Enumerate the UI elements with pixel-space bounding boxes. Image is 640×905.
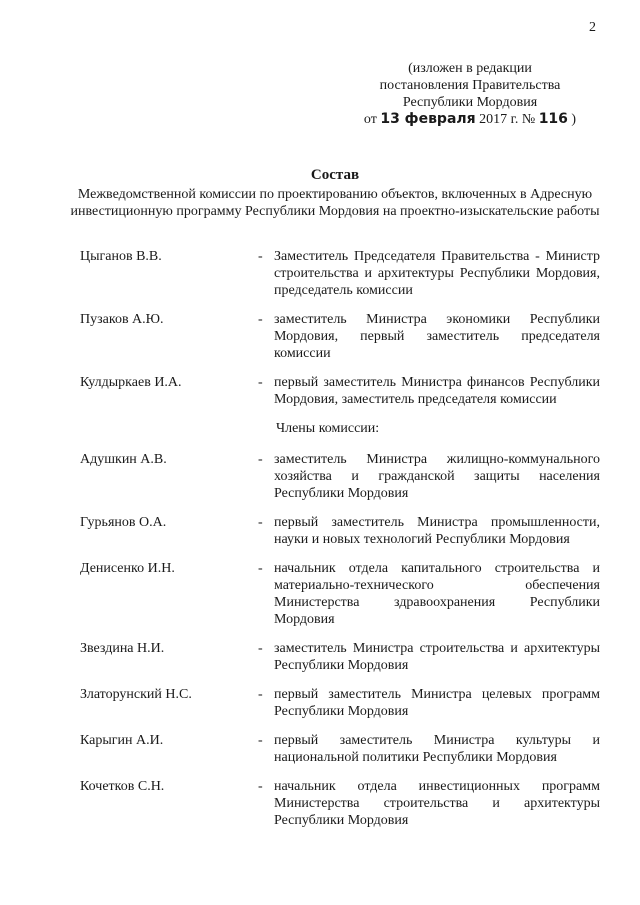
person-name: Цыганов В.В. (80, 249, 162, 264)
person-role: первый заместитель Министра финансов Республики Мордовия, заместитель председателя комиссии (274, 375, 600, 407)
roster-row (80, 311, 600, 362)
header-note-date-line (340, 111, 600, 128)
roster-row (80, 514, 600, 548)
roster-row (80, 732, 600, 766)
header-note-line: (изложен в редакции (408, 61, 532, 76)
person-name: Кочетков С.Н. (80, 779, 165, 794)
separator-dash: - (258, 687, 263, 702)
separator-dash: - (258, 779, 263, 794)
person-role: заместитель Министра жилищно-коммунального хозяйства и гражданской защиты населения Республики Мордовия (274, 452, 600, 501)
members-header: Члены комиссии: (276, 421, 380, 436)
closing-paren: ) (571, 112, 577, 127)
person-name: Адушкин А.В. (80, 452, 167, 467)
person-role: начальник отдела капитального строительства и материально-технического обеспечения Министерства здравоохранения Республики Мордовия (274, 561, 600, 627)
person-name: Златорунский Н.С. (80, 687, 192, 702)
separator-dash: - (258, 733, 263, 748)
roster-row (80, 686, 600, 720)
separator-dash: - (258, 312, 263, 327)
header-note-line: постановления Правительства (379, 78, 561, 93)
roster-row (80, 560, 600, 628)
title-block (70, 167, 600, 220)
person-name: Звездина Н.И. (80, 641, 165, 656)
leadership-list (80, 248, 600, 408)
separator-dash: - (258, 641, 263, 656)
roster-row (80, 374, 600, 408)
date-prefix: от (363, 112, 377, 127)
doc-number: 116 (538, 111, 568, 127)
roster-row (80, 451, 600, 502)
person-role: первый заместитель Министра культуры и национальной политики Республики Мордовия (274, 733, 600, 765)
separator-dash: - (258, 561, 263, 576)
person-role: заместитель Министра экономики Республики Мордовия, первый заместитель председателя комиссии (274, 312, 600, 361)
person-name: Денисенко И.Н. (80, 561, 175, 576)
separator-dash: - (258, 249, 263, 264)
person-role: первый заместитель Министра целевых программ Республики Мордовия (274, 687, 600, 719)
person-name: Кулдыркаев И.А. (80, 375, 182, 390)
document-title: Состав (310, 167, 360, 183)
date-value: 13 февраля (380, 111, 476, 127)
separator-dash: - (258, 375, 263, 390)
person-role: первый заместитель Министра промышленности, науки и новых технологий Республики Мордовия (274, 515, 600, 547)
person-role: заместитель Министра строительства и архитектуры Республики Мордовия (274, 641, 600, 673)
separator-dash: - (258, 515, 263, 530)
person-role: начальник отдела инвестиционных программ Министерства строительства и архитектуры Республики Мордовия (274, 779, 600, 828)
person-name: Пузаков А.Ю. (80, 312, 164, 327)
separator-dash: - (258, 452, 263, 467)
roster-row (80, 640, 600, 674)
page-number: 2 (589, 20, 596, 35)
members-list (80, 451, 600, 829)
roster (80, 248, 600, 841)
header-note (340, 60, 600, 128)
roster-row (80, 248, 600, 299)
document-subtitle: Межведомственной комиссии по проектированию объектов, включенных в Адресную инвестиционную программу Республики Мордовия на проектно-изыскательские работы (70, 187, 600, 219)
person-name: Гурьянов О.А. (80, 515, 167, 530)
person-role: Заместитель Председателя Правительства - Министр строительства и архитектуры Республики Мордовия, председатель комиссии (274, 249, 600, 298)
roster-row (80, 778, 600, 829)
header-note-line: Республики Мордовия (402, 95, 538, 110)
year-label: 2017 г. № (479, 112, 536, 127)
person-name: Карыгин А.И. (80, 733, 164, 748)
